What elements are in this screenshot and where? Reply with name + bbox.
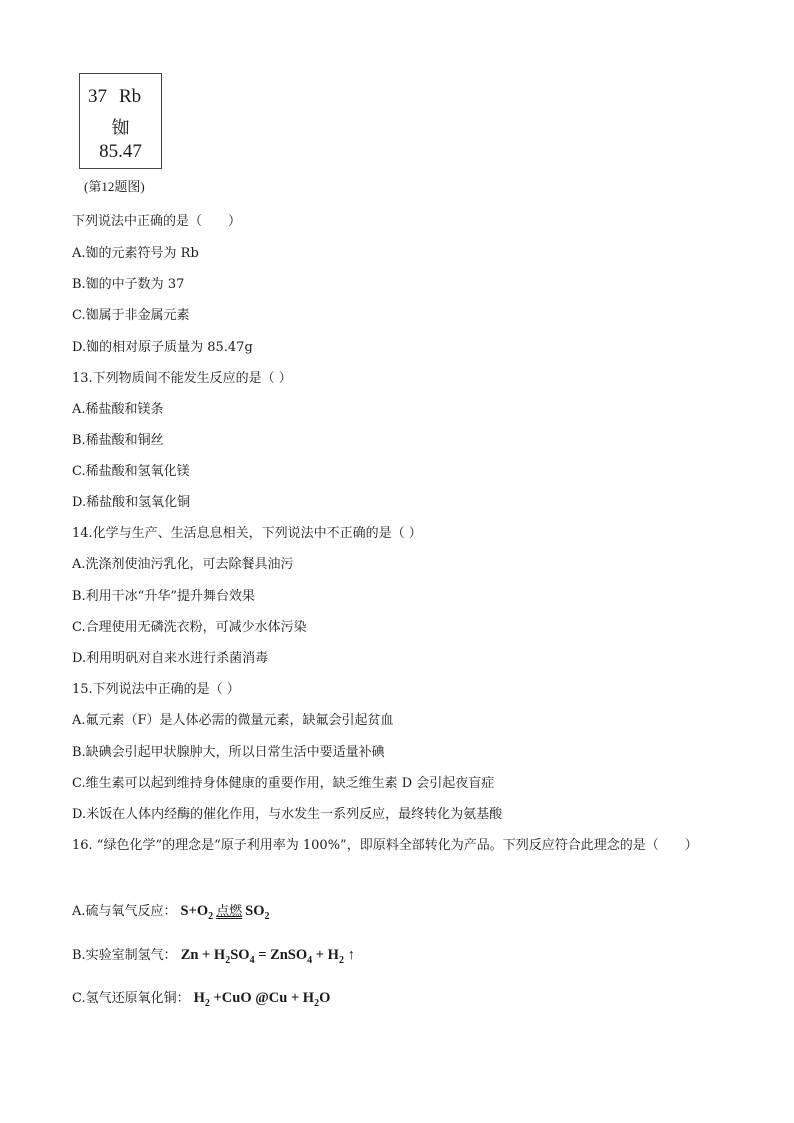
q16-option-c (72, 989, 330, 1013)
q13-option-d: D.稀盐酸和氢氧化铜 (72, 495, 191, 510)
q16-option-b-equation: $Zn + H_2SO_4$ = ZnSO$_4$ + $H_2$ ↑ (180, 947, 355, 966)
q12-stem: 下列说法中正确的是（ ） (72, 214, 242, 229)
q16-option-b (72, 946, 355, 970)
q15-option-c: C.维生素可以起到维持身体健康的重要作用，缺乏维生素 D 会引起夜盲症 (72, 776, 495, 791)
q13-option-c: C.稀盐酸和氢氧化镁 (72, 464, 190, 479)
gas-arrow-icon: ↑ (343, 947, 355, 963)
q15-option-d: D.米饭在人体内经酶的催化作用，与水发生一系列反应，最终转化为氨基酸 (72, 807, 503, 822)
q15-stem: 15.下列说法中正确的是（ ） (72, 682, 240, 697)
atomic-mass: 85.47 (99, 141, 142, 162)
q15-option-a: A.氟元素（F）是人体必需的微量元素，缺氟会引起贫血 (72, 713, 394, 728)
q12-option-b: B.铷的中子数为 37 (72, 277, 185, 292)
q12-option-a: A.铷的元素符号为 Rb (72, 246, 199, 261)
q16-option-a (72, 902, 270, 926)
q16-option-a-equation: $S+O_2$ 点燃 $SO_2$ (180, 903, 270, 922)
atomic-number: 37 (88, 86, 107, 107)
q13-option-b: B.稀盐酸和铜丝 (72, 433, 164, 448)
element-tile-rubidium (79, 73, 162, 169)
q16-option-b-label: B.实验室制氢气： (72, 948, 177, 963)
element-header (88, 86, 141, 108)
q13-option-a: A.稀盐酸和镁条 (72, 402, 164, 417)
element-name: 铷 (111, 118, 130, 139)
q12-option-c: C.铷属于非金属元素 (72, 308, 190, 323)
q16-option-c-label: C.氢气还原氧化铜： (72, 991, 190, 1006)
q14-option-b: B.利用干冰“升华”提升舞台效果 (72, 589, 255, 604)
reaction-condition: 点燃 (216, 904, 243, 919)
q16-option-c-equation: $H_2 +CuO$ @Cu + $H_2O$ (193, 990, 331, 1009)
element-symbol: Rb (119, 86, 142, 107)
q16-option-a-label: A.硫与氧气反应： (72, 904, 177, 919)
q16-stem: 16. “绿色化学”的理念是“原子利用率为 100%”，即原料全部转化为产品。下列反应符合此理念的是（ ） (72, 838, 698, 853)
q14-option-a: A.洗涤剂使油污乳化，可去除餐具油污 (72, 557, 294, 572)
q12-option-d: D.铷的相对原子质量为 85.47g (72, 340, 253, 355)
figure-caption: (第12题图) (84, 179, 145, 194)
q14-stem: 14.化学与生产、生活息息相关，下列说法中不正确的是（ ） (72, 526, 422, 541)
q14-option-c: C.合理使用无磷洗衣粉，可减少水体污染 (72, 620, 307, 635)
q15-option-b: B.缺碘会引起甲状腺肿大，所以日常生活中要适量补碘 (72, 745, 385, 760)
q13-stem: 13.下列物质间不能发生反应的是（ ） (72, 371, 292, 386)
q14-option-d: D.利用明矾对自来水进行杀菌消毒 (72, 651, 269, 666)
